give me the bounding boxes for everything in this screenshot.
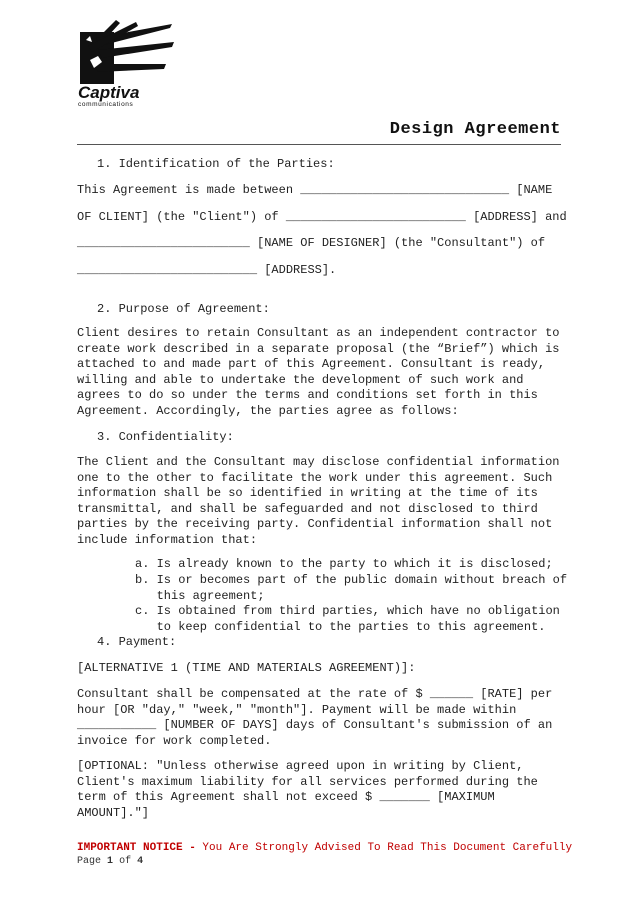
section-1-line: ________________________ [NAME OF DESIGNER] (the "Consultant") of bbox=[77, 236, 546, 250]
section-4-heading: 4. Payment: bbox=[97, 635, 177, 649]
section-3-heading: 3. Confidentiality: bbox=[97, 430, 234, 444]
section-1-heading: 1. Identification of the Parties: bbox=[97, 157, 335, 171]
page-word: Page bbox=[77, 856, 102, 867]
section-3-list-item: b. Is or becomes part of the public domain without breach of this agreement; bbox=[135, 573, 568, 603]
notice-text: You Are Strongly Advised To Read This Document Carefully bbox=[195, 842, 573, 854]
document-title: Design Agreement bbox=[389, 120, 561, 139]
logo-tagline-text: communications bbox=[78, 101, 134, 108]
logo-brand-text: Captiva bbox=[78, 83, 140, 102]
section-3-list-item: a. Is already known to the party to which it is disclosed; bbox=[135, 557, 553, 571]
section-1-line: _________________________ [ADDRESS]. bbox=[77, 263, 337, 277]
section-3-body: The Client and the Consultant may disclose confidential information one to the other to facilitate the work under this agreement. Such information shall be so identified in writing at the time of its transmittal, and shall be safeguarded and not disclosed to third parties by the receiving party. Confidential information shall not include information that: bbox=[77, 455, 560, 547]
page-total: 4 bbox=[137, 856, 144, 867]
section-4-alternative: [ALTERNATIVE 1 (TIME AND MATERIALS AGREEMENT)]: bbox=[77, 661, 416, 675]
title-divider bbox=[77, 144, 561, 145]
page-number bbox=[77, 855, 143, 868]
logo-graphic bbox=[76, 20, 176, 108]
captiva-logo bbox=[76, 20, 176, 108]
page-of: of bbox=[119, 856, 132, 867]
section-3-list-item: c. Is obtained from third parties, which have no obligation to keep confidential to the parties to this agreement. bbox=[135, 604, 560, 634]
section-2-heading: 2. Purpose of Agreement: bbox=[97, 302, 270, 316]
section-1-line: OF CLIENT] (the "Client") of _________________________ [ADDRESS] and bbox=[77, 210, 567, 224]
notice-label: IMPORTANT NOTICE - bbox=[77, 842, 196, 854]
important-notice bbox=[77, 841, 572, 855]
section-2-body: Client desires to retain Consultant as an independent contractor to create work described in a separate proposal (the “Brief”) which is attached to and made part of this Agreement. Consultant is ready, willing and able to undertake the development of such work and agrees to do so under the terms and conditions set forth in this Agreement. Accordingly, the parties agree as follows: bbox=[77, 326, 560, 418]
section-4-optional: [OPTIONAL: "Unless otherwise agreed upon in writing by Client, Client's maximum liability for all services performed during the term of this Agreement shall not exceed $ _______ [MAXIMUM AMOUNT]."] bbox=[77, 759, 538, 820]
section-4-body: Consultant shall be compensated at the rate of $ ______ [RATE] per hour [OR "day," "week," "month"]. Payment will be made within ___________ [NUMBER OF DAYS] days of Consultant's submission of an invoice for work completed. bbox=[77, 687, 553, 748]
section-1-line: This Agreement is made between _____________________________ [NAME bbox=[77, 183, 553, 197]
page-current: 1 bbox=[107, 856, 114, 867]
